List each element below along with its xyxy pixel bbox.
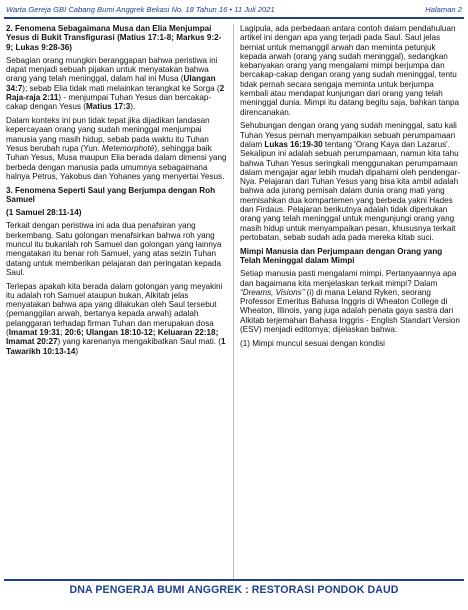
text-run: (i) di mana Leland Ryken, seorang Professor Emeritus Bahasa Inggris di Wheaton College di Wheaton, Illinois, yang juga adalah penata gaya sastra dari Alkitab terjemahan Bahasa Inggris - English Standart Version (ESV) menjadi editornya; dijelaskan bahwa: <box>240 287 460 334</box>
italic-text: “Dreams, Visions” <box>240 287 305 297</box>
bold-text: Ulangan 34:7 <box>6 74 216 93</box>
section-heading <box>6 186 228 205</box>
bold-text: 2. Fenomena Sebagaimana Musa dan Elia Menjumpai Yesus di Bukit Transfigurasi (Matius 17:1-8; Markus 9:2-9; Lukas 9:28-36) <box>6 24 222 52</box>
page-footer <box>0 578 468 610</box>
bold-text: 20:6; Ulangan 18:10-12; Keluaran 22:18; Imamat 20:27 <box>6 328 219 347</box>
paragraph <box>6 116 228 181</box>
text-run: ) yang karenanya mengakibatkan Saul mati. ( <box>57 337 221 347</box>
bold-text: Mimpi Manusia dan Perjumpaan dengan Orang yang Telah Meninggal dalam Mimpi <box>240 246 443 265</box>
paragraph <box>6 221 228 277</box>
footer-rule <box>4 579 464 581</box>
paragraph <box>6 282 228 356</box>
section-heading <box>6 208 228 217</box>
bold-text: Lukas 16:19-30 <box>264 139 323 149</box>
text-run: ); sebab Elia tidak mati melainkan terangkat ke Sorga ( <box>22 83 220 93</box>
bold-text: Matius 17:3 <box>85 102 131 112</box>
text-run: Terkait dengan peristiwa ini ada dua penafsiran yang berkembang. Satu golongan menafsirkan bahwa roh yang muncul itu bukanlah roh Samuel dan golongan yang lainnya mengatakan itu benar roh Samuel, yang atas seizin Tuhan datang untuk memberikan pelajaran dan peringatan kepada Saul. <box>6 221 222 277</box>
footer-motto: DNA PENGERJA BUMI ANGGREK : RESTORASI PONDOK DAUD <box>69 584 399 596</box>
section-heading <box>240 247 462 266</box>
text-run: ; <box>60 328 65 338</box>
paragraph <box>240 24 462 117</box>
text-run: ) - menjumpai Tuhan Yesus dan bercakap-cakap dengan Yesus ( <box>6 93 212 112</box>
page-number: Halaman 2 <box>425 5 462 14</box>
article-column-left <box>6 24 228 579</box>
paragraph <box>240 339 462 348</box>
text-run: ), sehingga baik Tuhan Yesus, Musa maupun Elia berada dalam dimensi yang berbeda dengan manusia pada umumnya sebagaimana halnya Petrus, Yakobus dan Yohanes yang menyertai Yesus. <box>6 143 227 181</box>
page-header <box>0 0 468 18</box>
paragraph <box>240 269 462 334</box>
bold-text: 3. Fenomena Seperti Saul yang Berjumpa dengan Roh Samuel <box>6 185 216 204</box>
header-rule <box>4 17 464 19</box>
bold-text: 2 Raja-raja 2:11 <box>6 83 225 103</box>
paragraph <box>6 56 228 112</box>
article-column-right <box>240 24 462 579</box>
newsletter-issue-line: Warta Gereja GBI Cabang Bumi Anggrek Bekasi No. 18 Tahun 16 • 11 Juli 2021 <box>6 5 275 14</box>
text-run: Sebagian orang mungkin beranggapan bahwa peristiwa ini dapat menjadi sebuah pijakan untuk menyatakan bahwa orang yang telah meninggal, dalam hal ini Musa ( <box>6 55 218 84</box>
text-run: ). <box>130 102 136 112</box>
text-run: (1) Mimpi muncul sesuai dengan kondisi <box>240 338 385 348</box>
text-run: Dalam konteks ini pun tidak tepat jika dijadikan landasan kepercayaan orang yang sudah meninggal menjumpai manusia yang masih hidup, sebab pada waktu itu Tuhan Yesus berubah rupa (Yun. <box>6 116 210 153</box>
section-heading <box>6 24 228 52</box>
text-run: tentang 'Orang Kaya dan Lazarus'. Sekalipun ini adalah sebuah perumpamaan, namun kita tahu bahwa Tuhan Yesus seringkali menggunakan perumpamaan dalam mengajar agar lebih mudah dipahami oleh pendengar-Nya. Pelajaran dari Tuhan Yesus yang bisa kita ambil adalah bahwa ada jurang pemisah dalam dunia orang mati yang memisahkan dua kompartemen yang berbeda yakni Hades dan Firdaus. Pelajaran berikutnya adalah tidak diperlukan orang yang telah meninggal untuk mengunjungi orang yang masih hidup untuk menyampaikan pesan, khususnya terkait pertobatan, sebab sudah ada pada mereka kitab suci. <box>240 139 460 242</box>
text-run: ) <box>75 346 79 356</box>
text-run: Lagipula, ada perbedaan antara contoh dalam pendahuluan artikel ini dengan apa yang terjadi pada Saul. Saul jelas berniat untuk memanggil arwah dan meminta petunjuk kepada arwah (orang yang sudah meninggal), sedangkan kebanyakan orang yang mengalami mimpi berjumpa dan bercakap-cakap dengan orang yang sudah meninggal, tentu tidak pernah secara sengaja meminta untuk berjumpa kembali atau mendapat kunjungan dari orang yang telah meninggal dunia. Mimpi itu datang begitu saja, bahkan tanpa direncanakan. <box>240 24 460 117</box>
column-divider <box>233 24 234 579</box>
bold-text: (1 Samuel 28:11-14) <box>6 208 82 218</box>
bold-text: 1 Tawarikh 10:13-14 <box>6 337 226 356</box>
text-run: Setiap manusia pasti mengalami mimpi. Pertanyaannya apa dan bagaimana kita menjelaskan terkait mimpi? Dalam <box>240 269 457 288</box>
bold-text: Imamat 19:31 <box>8 328 61 338</box>
paragraph <box>240 121 462 242</box>
italic-text: Metemorphoté <box>101 143 155 153</box>
text-run: Terlepas apakah kita berada dalam golongan yang meyakini itu adalah roh Samuel ataupun bukan, Alkitab jelas menyatakan bahwa apa yang dilakukan oleh Saul tersebut (pemanggilan arwah, bertanya kepada arwah) adalah pelanggaran terhadap firman Tuhan dan merupakan dosa ( <box>6 281 223 338</box>
text-run: Sehubungan dengan orang yang sudah meninggal, satu kali Tuhan Yesus pernah menyampaikan sebuah perumpamaan dalam <box>240 121 457 149</box>
